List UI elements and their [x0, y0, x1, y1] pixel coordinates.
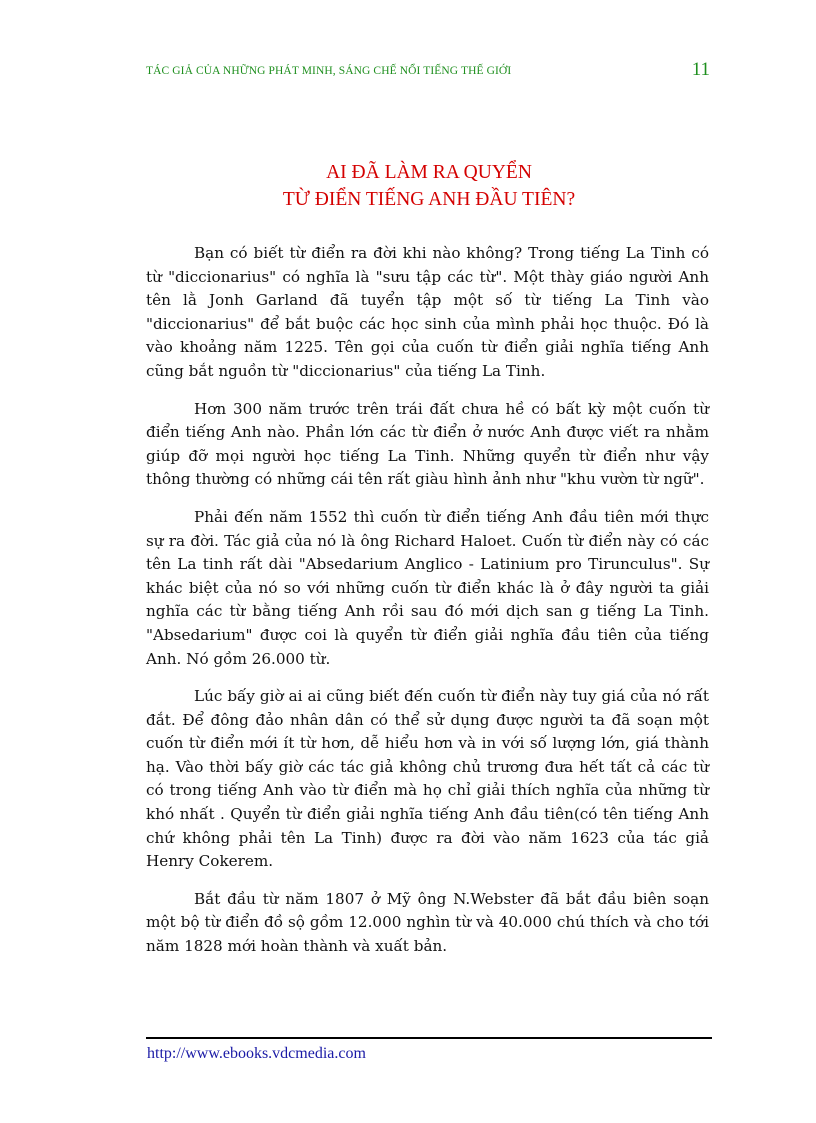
article-title-line-1: AI ĐÃ LÀM RA QUYỂN	[326, 162, 532, 183]
paragraph-2: Hơn 300 năm trước trên trái đất chưa hề có bất kỳ một cuốn từ điển tiếng Anh nào. Phần lớn các từ điển ở nước Anh được viết ra nhằm giúp đỡ mọi người học tiếng La Tinh. Những quyển từ điển như vậy thông thường có những cái tên rất giàu hình ảnh như "khu vườn từ ngữ".	[146, 399, 709, 489]
paragraph-5: Bắt đầu từ năm 1807 ở Mỹ ông N.Webster đã bắt đầu biên soạn một bộ từ điển đồ sộ gồm 12.000 nghìn từ và 40.000 chú thích và cho tới năm 1828 mới hoàn thành và xuất bản.	[146, 889, 709, 956]
book-title-header: TÁC GIẢ CỦA NHỮNG PHÁT MINH, SÁNG CHẾ NỔI TIẾNG THẾ GIỚI	[146, 65, 512, 77]
article-title	[146, 159, 712, 213]
running-header	[146, 59, 712, 82]
page-number: 11	[691, 59, 710, 80]
article-title-line-2: TỪ ĐIỂN TIẾNG ANH ĐẦU TIÊN?	[282, 189, 576, 210]
article-body	[146, 242, 709, 973]
footer-divider	[146, 1037, 712, 1039]
paragraph-4: Lúc bấy giờ ai ai cũng biết đến cuốn từ điển này tuy giá của nó rất đắt. Để đông đảo nhân dân có thể sử dụng được người ta đã soạn một cuốn từ điển mới ít từ hơn, dễ hiểu hơn và in với số lượng lớn, giá thành hạ. Vào thời bấy giờ các tác giả không chủ trương đưa hết tất cả các từ có trong tiếng Anh vào từ điển mà họ chỉ giải thích nghĩa của những từ khó nhất . Quyển từ điển giải nghĩa tiếng Anh đầu tiên(có tên tiếng Anh chứ không phải tên La Tinh) được ra đời vào năm 1623 của tác giả Henry Cokerem.	[146, 687, 709, 871]
paragraph-3: Phải đến năm 1552 thì cuốn từ điển tiếng Anh đầu tiên mới thực sự ra đời. Tác giả của nó là ông Richard Haloet. Cuốn từ điển này có các tên La tinh rất dài "Absedarium Anglico - Latinium pro Tirunculus". Sự khác biệt của nó so với những cuốn từ điển khác là ở đây người ta giải nghĩa các từ bằng tiếng Anh rồi sau đó mới dịch san g tiếng La Tinh. "Absedarium" được coi là quyển từ điển giải nghĩa đầu tiên của tiếng Anh. Nó gồm 26.000 từ.	[146, 507, 709, 668]
paragraph-1: Bạn có biết từ điển ra đời khi nào không? Trong tiếng La Tinh có từ "diccionarius" có nghĩa là "sưu tập các từ". Một thày giáo người Anh tên lằ Jonh Garland đã tuyển tập một số từ tiếng La Tinh vào "diccionarius" để bắt buộc các học sinh của mình phải học thuộc. Đó là vào khoảng năm 1225. Tên gọi của cuốn từ điển giải nghĩa tiếng Anh cũng bắt nguồn từ "diccionarius" của tiếng La Tinh.	[146, 244, 709, 380]
footer-url-link[interactable]: http://www.ebooks.vdcmedia.com	[147, 1045, 366, 1062]
